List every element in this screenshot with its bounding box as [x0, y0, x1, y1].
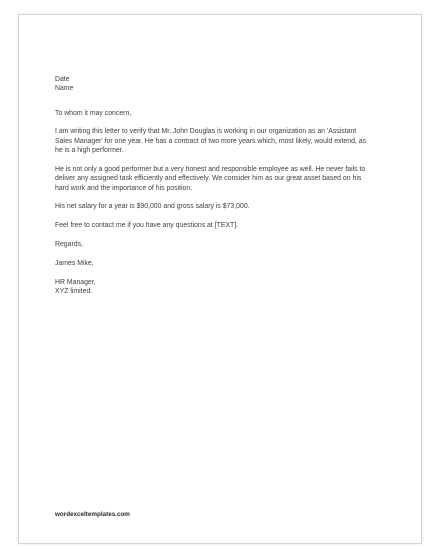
closing: Regards,	[55, 241, 83, 249]
paragraph-line: He is not only a good performer but a very honest and responsible employee as well. He never fails to	[55, 165, 366, 173]
signer-name: James Mike,	[55, 260, 94, 268]
paragraph-line: he is a high performer.	[55, 147, 124, 155]
paragraph-line: hard work and the importance of his position.	[55, 184, 193, 192]
paragraph-employment	[55, 127, 403, 155]
paragraph-line: I am writing this letter to verify that Mr. John Douglas is working in our organization as an 'Assistant	[55, 128, 357, 136]
paragraph-line: Sales Manager' for one year. He has a contract of two more years which, most likely, would extend, as	[55, 137, 367, 145]
salary-line: His net salary for a year is $90,000 and gross salary is $73,000.	[55, 203, 250, 211]
footer-watermark: wordexceltemplates.com	[55, 511, 130, 518]
salutation: To whom it may concern,	[55, 109, 132, 117]
signer-block	[55, 278, 403, 297]
date-label: Date	[55, 76, 70, 83]
letter-body	[55, 75, 403, 297]
name-label: Name	[55, 85, 74, 93]
contact-line: Feel free to contact me if you have any questions at [TEXT].	[55, 222, 239, 230]
signer-company: XYZ limited.	[55, 288, 93, 296]
paragraph-line: deliver any assigned task efficiently and effectively. We consider him as our great asset based on his	[55, 175, 362, 183]
paragraph-performance	[55, 165, 403, 193]
document-page	[18, 14, 422, 544]
signer-title: HR Manager,	[55, 279, 96, 287]
